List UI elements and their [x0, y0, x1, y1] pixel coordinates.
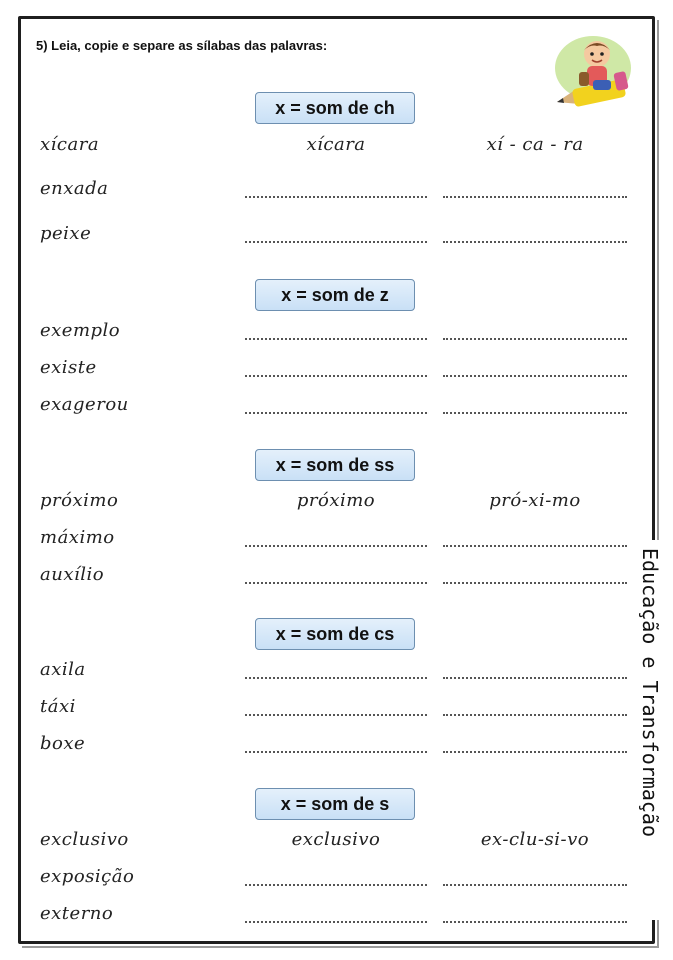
- syllables-answer-line[interactable]: [443, 582, 627, 584]
- word-label: boxe: [40, 733, 86, 754]
- word-label: máximo: [40, 527, 115, 548]
- syllables-example: ex-clu-si-vo: [480, 829, 590, 850]
- copy-example: próximo: [296, 490, 376, 511]
- copy-example: xícara: [306, 134, 366, 155]
- instruction-text: 5) Leia, copie e separe as sílabas das palavras:: [36, 38, 328, 53]
- word-label: existe: [40, 357, 97, 378]
- copy-answer-line[interactable]: [245, 677, 427, 679]
- copy-answer-line[interactable]: [245, 196, 427, 198]
- syllables-answer-line[interactable]: [443, 714, 627, 716]
- copy-answer-line[interactable]: [245, 338, 427, 340]
- syllables-answer-line[interactable]: [443, 545, 627, 547]
- section-title: x = som de s: [255, 788, 415, 820]
- syllables-answer-line[interactable]: [443, 196, 627, 198]
- section-title: x = som de ch: [255, 92, 415, 124]
- copy-answer-line[interactable]: [245, 751, 427, 753]
- word-label: axila: [40, 659, 86, 680]
- section-title: x = som de z: [255, 279, 415, 311]
- copy-answer-line[interactable]: [245, 241, 427, 243]
- child-on-pencil-illustration: [545, 32, 635, 112]
- word-label: próximo: [40, 490, 119, 511]
- section-title: x = som de ss: [255, 449, 415, 481]
- word-label: exposição: [40, 866, 135, 887]
- word-label: exemplo: [40, 320, 121, 341]
- syllables-answer-line[interactable]: [443, 338, 627, 340]
- copy-answer-line[interactable]: [245, 884, 427, 886]
- word-label: auxílio: [40, 564, 105, 585]
- syllables-example: pró-xi-mo: [489, 490, 581, 511]
- copy-answer-line[interactable]: [245, 545, 427, 547]
- word-label: peixe: [40, 223, 92, 244]
- copy-answer-line[interactable]: [245, 582, 427, 584]
- word-label: exagerou: [40, 394, 129, 415]
- word-label: enxada: [40, 178, 109, 199]
- word-label: xícara: [40, 134, 100, 155]
- syllables-answer-line[interactable]: [443, 884, 627, 886]
- copy-example: exclusivo: [291, 829, 381, 850]
- syllables-example: xí - ca - ra: [486, 134, 584, 155]
- word-label: externo: [40, 903, 114, 924]
- copy-answer-line[interactable]: [245, 412, 427, 414]
- syllables-answer-line[interactable]: [443, 751, 627, 753]
- side-caption: Educação e Transformação: [638, 548, 662, 837]
- syllables-answer-line[interactable]: [443, 375, 627, 377]
- syllables-answer-line[interactable]: [443, 241, 627, 243]
- copy-answer-line[interactable]: [245, 375, 427, 377]
- syllables-answer-line[interactable]: [443, 921, 627, 923]
- copy-answer-line[interactable]: [245, 921, 427, 923]
- word-label: exclusivo: [40, 829, 129, 850]
- word-label: táxi: [40, 696, 76, 717]
- syllables-answer-line[interactable]: [443, 412, 627, 414]
- syllables-answer-line[interactable]: [443, 677, 627, 679]
- section-title: x = som de cs: [255, 618, 415, 650]
- copy-answer-line[interactable]: [245, 714, 427, 716]
